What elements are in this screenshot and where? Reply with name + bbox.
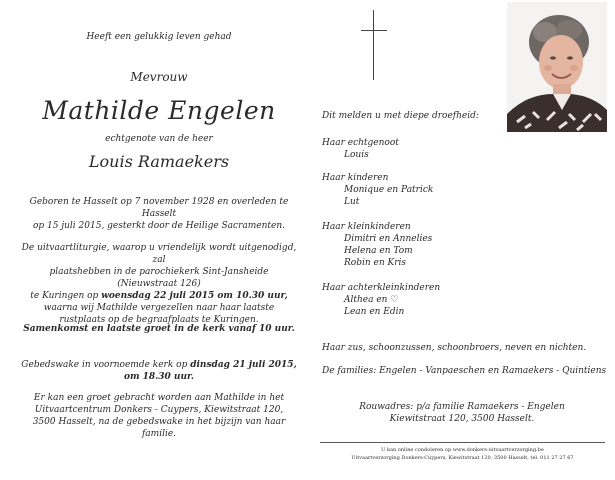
farewell-line-1: Er kan een groet gebracht worden aan Mathilde in het (33, 393, 285, 403)
liturgy-line-1: De uitvaartliturgie, waarop u vriendelijk wordt uitgenodigd, zal (21, 243, 297, 265)
deceased-name: Mathilde Engelen (42, 96, 276, 125)
salutation: Mevrouw (130, 70, 188, 84)
footer-condolence: U kan online condoleren op www.donkers-uitvaartverzorging.be (381, 447, 544, 453)
spouse-intro: echtgenote van de heer (105, 134, 213, 144)
group-heading-spouse: Haar echtgenoot (322, 138, 399, 148)
liturgy-datetime: woensdag 22 juli 2015 om 10.30 uur, (101, 291, 288, 301)
group-member: Althea en ♡ (344, 295, 399, 305)
group-member: Dimitri en Annelies (344, 234, 433, 244)
group-member: Robin en Kris (344, 258, 406, 268)
birth-death-paragraph (20, 196, 298, 232)
group-heading-children: Haar kinderen (322, 173, 389, 183)
intro-text: Heeft een gelukkig leven gehad (86, 32, 232, 42)
group-member: Monique en Patrick (344, 185, 434, 195)
liturgy-line-5: rustplaats op de begraafplaats te Kuringen. (59, 315, 259, 325)
farewell-line-2: Uitvaartcentrum Donkers - Cuypers, Kiewitstraat 120, (34, 405, 284, 415)
farewell-paragraph (20, 392, 298, 440)
birth-line-2: op 15 juli 2015, gesterkt door de Heilige Sacramenten. (32, 221, 286, 231)
liturgy-line-2: plaatshebben in de parochiekerk Sint-Jansheide (Nieuwstraat 126) (49, 267, 269, 289)
latin-cross-icon (361, 10, 387, 80)
liturgy-line-3 (20, 290, 298, 302)
relatives-text: Haar zus, schoonzussen, schoonbroers, neven en nichten. (322, 343, 587, 353)
group-member: Helena en Tom (344, 246, 413, 256)
portrait-photo (507, 2, 607, 132)
liturgy-paragraph (20, 242, 298, 326)
gathering-text: Samenkomst en laatste groet in de kerk vanaf 10 uur. (23, 324, 295, 334)
birth-line-1: Geboren te Hasselt op 7 november 1928 en overleden te Hasselt (29, 197, 289, 219)
portrait-illustration (507, 2, 607, 132)
group-heading-grandchildren: Haar kleinkinderen (322, 222, 411, 232)
footer-funeral-home: Uitvaartverzorging Donkers-Cuypers, Kiewitstraat 120, 3500 Hasselt, tel. 011 27 27 67 (351, 455, 574, 461)
liturgy-line-4: waarna wij Mathilde vergezellen naar haar laatste (43, 303, 275, 313)
liturgy-line-3-pre: te Kuringen op (30, 291, 102, 301)
group-heading-great-grandchildren: Haar achterkleinkinderen (322, 283, 441, 293)
farewell-line-3: 3500 Hasselt, na de gebedswake in het bijzijn van haar familie. (32, 417, 286, 439)
spouse-name: Louis Ramaekers (88, 152, 230, 171)
mourning-address-line-2: Kiewitstraat 120, 3500 Hasselt. (389, 414, 535, 424)
families-text: De families: Engelen - Vanpaeschen en Ramaekers - Quintiens (322, 366, 607, 376)
wake-datetime: dinsdag 21 juli 2015, om 18.30 uur. (123, 360, 297, 382)
group-member: Lut (344, 197, 360, 207)
announcement-text: Dit melden u met diepe droefheid: (322, 111, 479, 121)
wake-pre: Gebedswake in voornoemde kerk op (21, 360, 191, 370)
footer-divider (320, 442, 605, 443)
group-member: Lean en Edin (344, 307, 405, 317)
wake-text (20, 359, 298, 383)
group-member: Louis (344, 150, 369, 160)
mourning-address-line-1: Rouwadres: p/a familie Ramaekers - Engelen (359, 402, 565, 412)
